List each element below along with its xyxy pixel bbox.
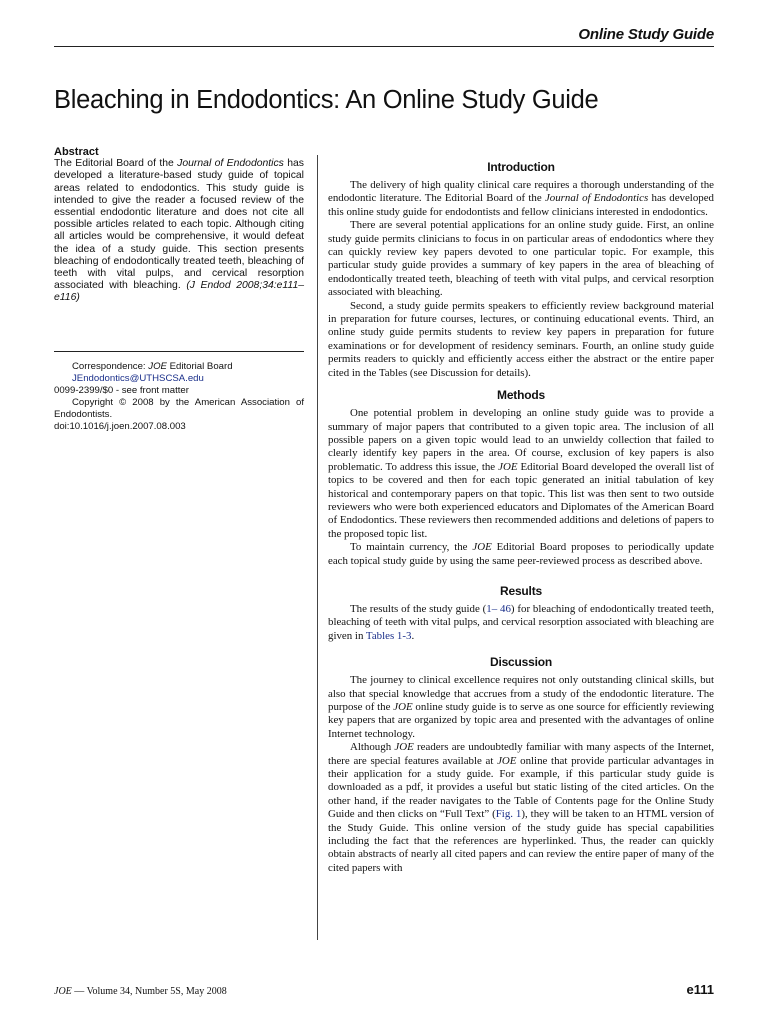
intro-paragraph: There are several potential applications for an online study guide. First, an online study guide permits clinicians to focus in on particular areas of endodontics where they can quickly review key papers devoted to one particular topic. For example, this particular study guide provides a summary of key papers in the area of bleaching of endodontically treated teeth, bleaching of teeth with vital pulps, and cervical resorption associated with bleaching. [328, 219, 714, 299]
running-header: Online Study Guide [578, 26, 714, 43]
correspondence-suffix: Editorial Board [166, 361, 233, 372]
abstract-section [54, 146, 304, 305]
footnote-rule [54, 351, 304, 352]
results-paragraph [328, 603, 714, 643]
journal-name: Journal of Endodontics [544, 192, 649, 205]
text-run: Editorial Board developed the overall list of topics to be covered and then for each topic generated an initial tabulation of key historical and contemporary papers on that topic. This list was then sent to two outside reviewers who were both experienced educators and Diplomates of the American Board of Endodontics. These reviewers then recommended additions and deletions of papers to the proposed topic list. [328, 460, 714, 540]
abstract-text-part: has developed a literature-based study guide of topical areas related to endodontics. This study guide is intended to give the reader a focused review of the essential endodontic literature and does not cite all possible articles related to each topic. Although citing all articles would be comprehensive, it would defeat the idea of a study guide. This section presents bleaching of endodontically treated teeth, bleaching of teeth with vital pulps, and cervical resorption associated with bleaching. [54, 158, 305, 292]
column-divider [317, 155, 318, 940]
footnote-block [54, 361, 304, 433]
text-run: readers are undoubtedly familiar with many aspects of the Internet, there are special features available at [328, 741, 714, 767]
doi-line: doi:10.1016/j.joen.2007.08.003 [54, 421, 186, 432]
text-run: ), they will be taken to an HTML version of the Study Guide. This online version of the study guide has special capabilities including the fact that the references are hyperlinked. Thus, the reader can quickly obtain abstracts of nearly all cited papers and can review the entire paper of many of the cited papers with [328, 808, 715, 874]
correspondence-email-link[interactable]: JEndodontics@UTHSCSA.edu [72, 373, 204, 384]
text-run: online that provide particular advantages in their application for a study guide. For example, if this particular study guide is downloaded as a pdf, it provides a useful but static listing of the cited articles. On the other hand, if the reader navigates to the Table of Contents page for the Online Study Guide and then clicks on “Full Text” ( [328, 754, 715, 821]
journal-abbrev: JOE [497, 754, 517, 767]
abstract-journal-name: Journal of Endodontics [177, 158, 284, 170]
discussion-paragraph [328, 741, 714, 875]
abstract-text [54, 158, 304, 304]
text-run: Editorial Board proposes to periodically update each topical study guide by using the same peer-reviewed process as described above. [328, 541, 714, 567]
methods-heading: Methods [497, 388, 545, 403]
correspondence-journal: JOE [148, 361, 167, 372]
discussion-heading: Discussion [489, 655, 553, 670]
text-run: The journey to clinical excellence requires not only outstanding clinical skills, but also that special knowledge that accrues from a study of the endodontic literature. The purpose of the [328, 674, 714, 713]
text-run: The delivery of high quality clinical care requires a thorough understanding of the endodontic literature. The Editorial Board of the [328, 179, 714, 205]
text-run: To maintain currency, the [350, 541, 473, 554]
page-number: e111 [686, 982, 714, 997]
journal-abbrev: JOE [394, 741, 414, 754]
methods-paragraph [328, 541, 714, 568]
abstract-citation: (J Endod 2008;34:e111–e116) [54, 280, 304, 304]
figure-link[interactable]: Fig. 1 [495, 808, 522, 821]
copyright-line: Copyright © 2008 by the American Association of Endodontists. [54, 397, 304, 420]
intro-paragraph [328, 179, 714, 219]
text-run: online study guide is to serve as one source for efficiently reviewing key papers that are organized by topic area and presented with the advantages of online Internet technology. [328, 701, 714, 740]
main-column [328, 160, 714, 875]
tables-link[interactable]: Tables 1-3 [365, 629, 412, 642]
journal-abbrev: JOE [393, 701, 413, 713]
footer-issue: — Volume 34, Number 5S, May 2008 [71, 986, 227, 997]
abstract-text-part: The Editorial Board of the [54, 158, 178, 170]
discussion-paragraph [328, 674, 714, 741]
article-title: Bleaching in Endodontics: An Online Study Guide [54, 86, 599, 114]
methods-paragraph [328, 407, 714, 541]
journal-abbrev: JOE [472, 541, 492, 554]
text-run: ) for bleaching of endodontically treated teeth, bleaching of teeth with vital pulps, and cervical resorption associated with bleaching are given in [328, 602, 714, 642]
text-run: Although [350, 741, 395, 754]
text-run: . [411, 629, 415, 642]
footer-journal: JOE [54, 986, 72, 997]
intro-paragraph: Second, a study guide permits speakers to efficiently review background material in preparation for future courses, lectures, or continuing educational events. Third, an online study guide permits students to review key papers in preparation for future examinations or for development of residency seminars. Fourth, an online study guide permits readers to quickly and efficiently access either the abstract or the entire paper cited in the Tables (see Discussion for details). [328, 299, 714, 379]
text-run: One potential problem in developing an online study guide was to provide a summary of major papers that contributed to a given topic area. The inclusion of all possible papers on a given topic would lead to an unwieldy collection that failed to clearly identify key papers in the area. Of course, exclusion of key papers is also problematic. To address this issue, the [328, 407, 714, 473]
issn-line: 0099-2399/$0 - see front matter [54, 385, 189, 396]
text-run: has developed this online study guide for endodontists and fellow clinicians interested in endodontics. [328, 192, 715, 218]
results-heading: Results [500, 583, 542, 598]
header-rule [54, 46, 714, 47]
introduction-heading: Introduction [487, 160, 555, 174]
abstract-heading: Abstract [54, 146, 99, 158]
correspondence-line [54, 361, 304, 373]
text-run: The results of the study guide ( [350, 602, 487, 615]
journal-abbrev: JOE [498, 460, 518, 473]
reference-link[interactable]: 1– 46 [486, 602, 511, 615]
footer-citation [54, 986, 227, 997]
correspondence-prefix: Correspondence: [72, 361, 149, 372]
